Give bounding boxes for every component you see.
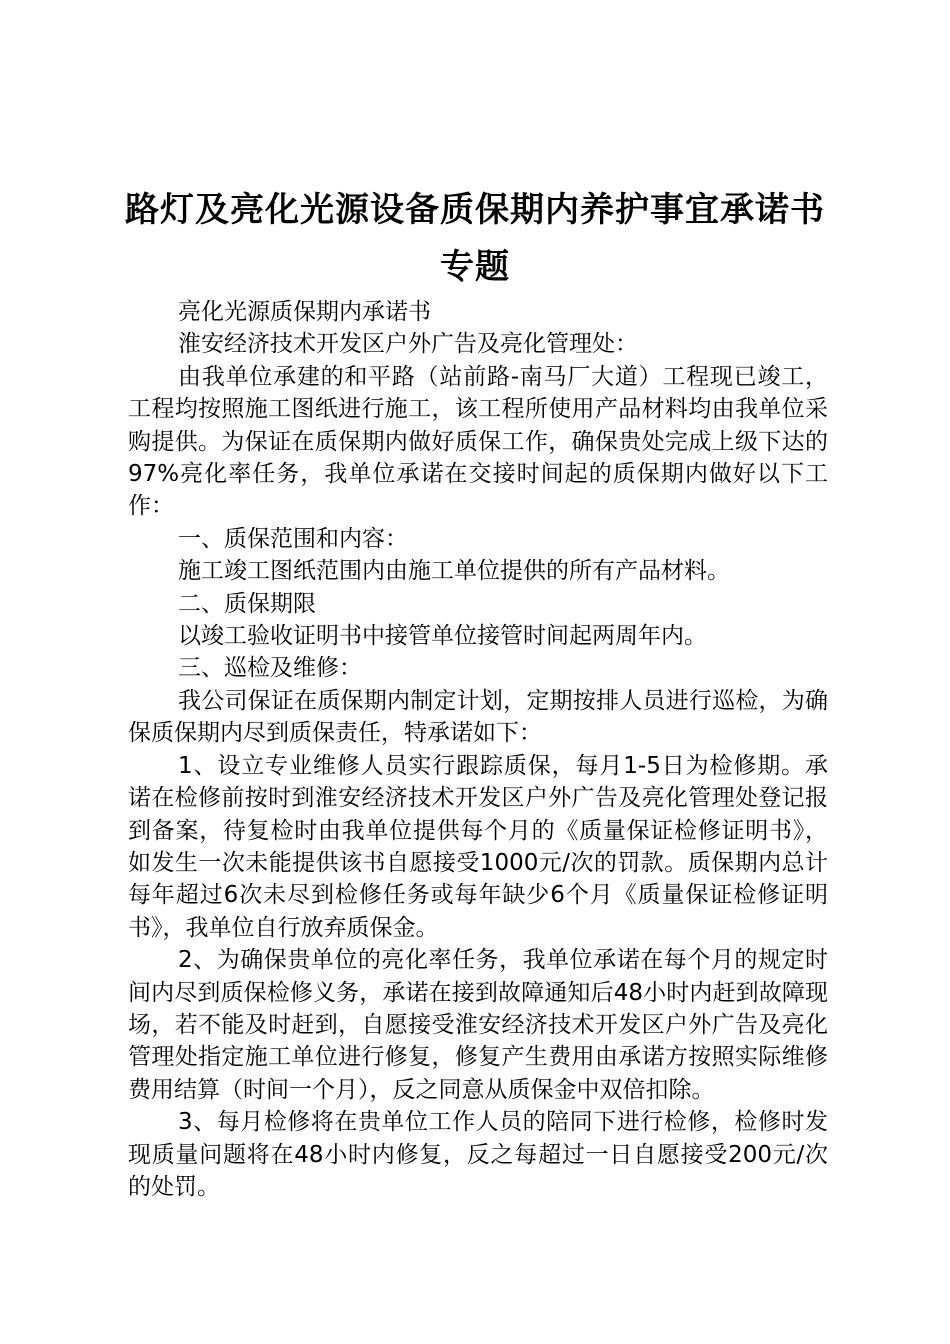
section-heading-inspection: 三、巡检及维修：: [178, 655, 362, 682]
document-body: [128, 296, 828, 1203]
paragraph-scope: 施工竣工图纸范围内由施工单位提供的所有产品材料。: [178, 558, 730, 585]
paragraph-intro: 由我单位承建的和平路（站前路-南马厂大道）工程现已竣工，工程均按照施工图纸进行施工，该工程所使用产品材料均由我单位采购提供。为保证在质保期内做好质保工作，确保贵处完成上级下达的97%亮化率任务，我单位承诺在交接时间起的质保期内做好以下工作：: [128, 363, 828, 520]
paragraph-item-2: 2、为确保贵单位的亮化率任务，我单位承诺在每个月的规定时间内尽到质保检修义务，承诺在接到故障通知后48小时内赶到故障现场，若不能及时赶到，自愿接受淮安经济技术开发区户外广告及亮化管理处指定施工单位进行修复，修复产生费用由承诺方按照实际维修费用结算（时间一个月），反之同意从质保金中双倍扣除。: [128, 947, 828, 1103]
section-heading-scope: 一、质保范围和内容：: [178, 525, 408, 552]
section-heading-period: 二、质保期限: [178, 590, 316, 617]
document-title-continuation: 专题: [440, 247, 510, 287]
paragraph-item-1: 1、设立专业维修人员实行跟踪质保，每月1-5日为检修期。承诺在检修前按时到淮安经济技术开发区户外广告及亮化管理处登记报到备案，待复检时由我单位提供每个月的《质量保证检修证明书》，如发生一次未能提供该书自愿接受1000元/次的罚款。质保期内总计每年超过6次未尽到检修任务或每年缺少6个月《质量保证检修证明书》，我单位自行放弃质保金。: [128, 752, 828, 941]
document-title: 路灯及亮化光源设备质保期内养护事宜承诺书: [125, 190, 825, 230]
paragraph-item-3: 3、每月检修将在贵单位工作人员的陪同下进行检修，检修时发现质量问题将在48小时内修复，反之每超过一日自愿接受200元/次的处罚。: [128, 1109, 828, 1200]
paragraph-period: 以竣工验收证明书中接管单位接管时间起两周年内。: [178, 623, 707, 650]
paragraph-heading: 亮化光源质保期内承诺书: [178, 299, 431, 325]
paragraph-addressee: 淮安经济技术开发区户外广告及亮化管理处：: [178, 331, 638, 358]
paragraph-inspection-intro: 我公司保证在质保期内制定计划，定期按排人员进行巡检，为确保质保期内尽到质保责任，特承诺如下：: [128, 687, 828, 747]
